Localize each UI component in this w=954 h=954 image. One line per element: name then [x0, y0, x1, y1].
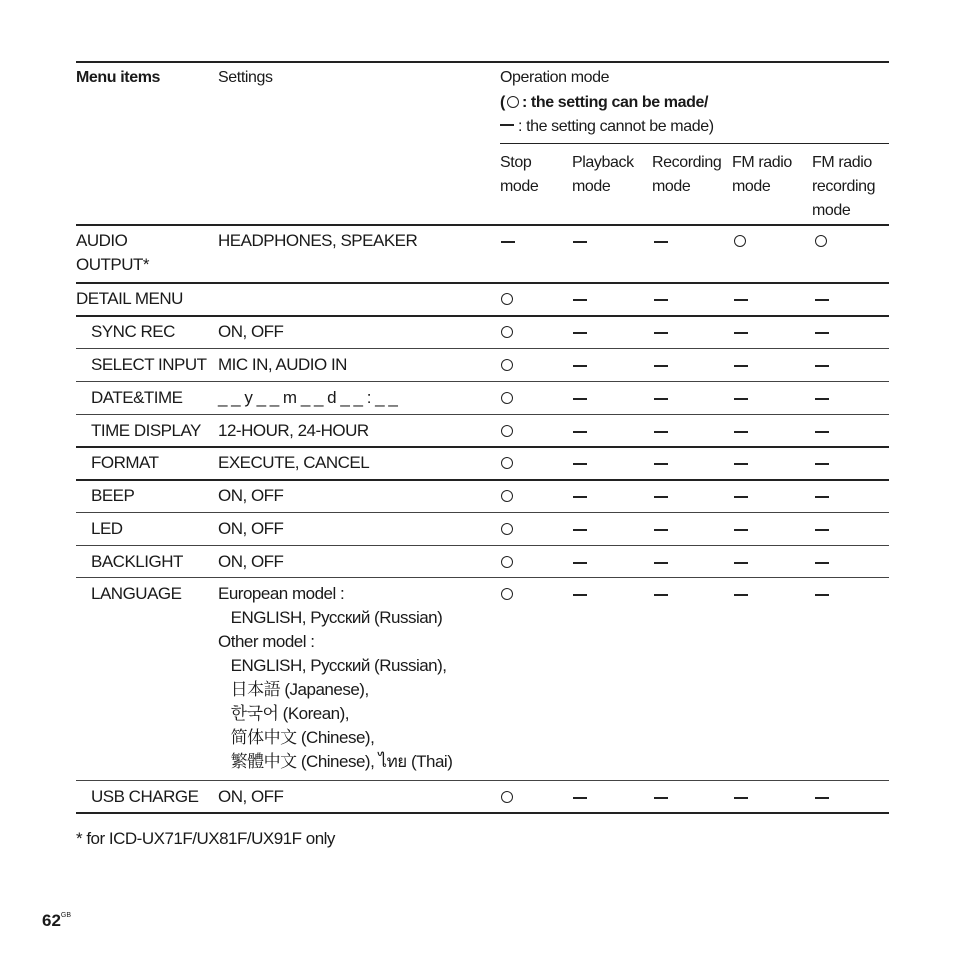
col-header-settings: Settings — [218, 69, 273, 86]
setting-not-possible-dash-icon — [815, 463, 829, 465]
setting-not-possible-dash-icon — [573, 241, 587, 243]
setting-value: MIC IN, AUDIO IN — [218, 355, 347, 374]
table-top-rule — [76, 61, 889, 63]
setting-not-possible-dash-icon — [573, 365, 587, 367]
setting-not-possible-dash-icon — [654, 332, 668, 334]
menu-item-label: LED — [91, 519, 123, 538]
setting-not-possible-dash-icon — [734, 496, 748, 498]
setting-possible-circle-icon — [501, 359, 513, 371]
setting-not-possible-dash-icon — [654, 463, 668, 465]
setting-not-possible-dash-icon — [573, 496, 587, 498]
row-divider — [76, 512, 889, 513]
setting-possible-circle-icon — [501, 326, 513, 338]
setting-not-possible-dash-icon — [501, 241, 515, 243]
mode-header-0-line2: mode — [500, 178, 539, 195]
mode-header-0-line1: Stop — [500, 154, 532, 171]
setting-not-possible-dash-icon — [573, 398, 587, 400]
col-header-operation-mode: Operation mode — [500, 69, 610, 86]
menu-item-label: LANGUAGE — [91, 584, 182, 603]
setting-not-possible-dash-icon — [573, 299, 587, 301]
setting-not-possible-dash-icon — [815, 431, 829, 433]
setting-value: European model : ENGLISH, Русский (Russian) Other model : ENGLISH, Русский (Russian), 日本語 (Japanese), 한국어 (Korean), 简体中文 (Chinese), 繁體中文 (Chinese), ไทย (Thai) — [218, 584, 453, 771]
setting-possible-circle-icon — [734, 235, 746, 247]
setting-not-possible-dash-icon — [734, 463, 748, 465]
setting-not-possible-dash-icon — [815, 365, 829, 367]
row-divider — [76, 381, 889, 382]
legend-dash-text: : the setting cannot be made) — [518, 118, 714, 135]
setting-possible-circle-icon — [501, 293, 513, 305]
setting-not-possible-dash-icon — [654, 529, 668, 531]
page-number — [42, 911, 71, 931]
row-divider — [76, 577, 889, 578]
setting-not-possible-dash-icon — [815, 332, 829, 334]
setting-not-possible-dash-icon — [573, 431, 587, 433]
setting-possible-circle-icon — [501, 457, 513, 469]
mode-header-3-line2: mode — [732, 178, 771, 195]
menu-item-label: FORMAT — [91, 453, 159, 472]
setting-possible-circle-icon — [815, 235, 827, 247]
menu-item-label: BACKLIGHT — [91, 552, 183, 571]
setting-not-possible-dash-icon — [654, 431, 668, 433]
setting-value: HEADPHONES, SPEAKER — [218, 231, 418, 250]
setting-not-possible-dash-icon — [734, 562, 748, 564]
setting-not-possible-dash-icon — [815, 496, 829, 498]
setting-not-possible-dash-icon — [734, 594, 748, 596]
mode-header-rule — [500, 143, 889, 144]
menu-item-label: SELECT INPUT — [91, 355, 207, 374]
setting-value: ON, OFF — [218, 787, 284, 806]
setting-not-possible-dash-icon — [573, 797, 587, 799]
setting-not-possible-dash-icon — [815, 562, 829, 564]
setting-not-possible-dash-icon — [734, 332, 748, 334]
mode-header-4-line2: recording — [812, 178, 876, 195]
menu-item-label: USB CHARGE — [91, 787, 199, 806]
setting-possible-circle-icon — [501, 588, 513, 600]
row-divider — [76, 315, 889, 317]
setting-not-possible-dash-icon — [573, 463, 587, 465]
row-divider — [76, 780, 889, 781]
setting-possible-circle-icon — [501, 490, 513, 502]
setting-value: ON, OFF — [218, 519, 284, 538]
row-divider — [76, 812, 889, 814]
footnote: * for ICD-UX71F/UX81F/UX91F only — [76, 829, 335, 848]
menu-item-label: TIME DISPLAY — [91, 421, 201, 440]
legend-circle-text: : the setting can be made/ — [521, 94, 709, 111]
mode-header-4 — [812, 151, 875, 223]
setting-not-possible-dash-icon — [654, 496, 668, 498]
mode-header-2-line1: Recording — [652, 154, 722, 171]
setting-not-possible-dash-icon — [734, 529, 748, 531]
setting-not-possible-dash-icon — [573, 562, 587, 564]
col-header-menu-items: Menu items — [76, 69, 161, 86]
setting-value: ON, OFF — [218, 486, 284, 505]
legend-circle-line — [500, 94, 708, 112]
setting-not-possible-dash-icon — [734, 431, 748, 433]
dash-icon — [500, 124, 514, 126]
setting-value: ON, OFF — [218, 552, 284, 571]
setting-not-possible-dash-icon — [815, 299, 829, 301]
setting-possible-circle-icon — [501, 425, 513, 437]
menu-item-label: DATE&TIME — [91, 388, 183, 407]
setting-not-possible-dash-icon — [815, 398, 829, 400]
setting-not-possible-dash-icon — [654, 365, 668, 367]
setting-not-possible-dash-icon — [815, 594, 829, 596]
setting-not-possible-dash-icon — [654, 797, 668, 799]
menu-item-label: AUDIO OUTPUT* — [76, 231, 149, 274]
row-divider — [76, 446, 889, 448]
menu-item-label: BEEP — [91, 486, 135, 505]
setting-not-possible-dash-icon — [734, 299, 748, 301]
mode-header-2-line2: mode — [652, 178, 691, 195]
setting-value: ON, OFF — [218, 322, 284, 341]
setting-not-possible-dash-icon — [573, 594, 587, 596]
setting-not-possible-dash-icon — [654, 398, 668, 400]
row-divider — [76, 545, 889, 546]
setting-not-possible-dash-icon — [654, 594, 668, 596]
setting-value: 12-HOUR, 24-HOUR — [218, 421, 369, 440]
setting-not-possible-dash-icon — [815, 529, 829, 531]
setting-not-possible-dash-icon — [654, 562, 668, 564]
header-bottom-rule — [76, 224, 889, 226]
mode-header-0 — [500, 151, 538, 199]
setting-not-possible-dash-icon — [573, 332, 587, 334]
circle-icon — [507, 96, 519, 108]
setting-possible-circle-icon — [501, 392, 513, 404]
mode-header-4-line3: mode — [812, 202, 851, 219]
mode-header-1-line1: Playback — [572, 154, 634, 171]
legend-paren: ( — [500, 94, 505, 111]
row-divider — [76, 479, 889, 481]
setting-not-possible-dash-icon — [573, 529, 587, 531]
setting-value: EXECUTE, CANCEL — [218, 453, 370, 472]
setting-possible-circle-icon — [501, 523, 513, 535]
row-divider — [76, 414, 889, 415]
setting-not-possible-dash-icon — [734, 797, 748, 799]
setting-not-possible-dash-icon — [734, 398, 748, 400]
row-divider — [76, 348, 889, 349]
page-number-value: 62 — [42, 911, 61, 930]
mode-header-1-line2: mode — [572, 178, 611, 195]
menu-item-label: DETAIL MENU — [76, 289, 183, 308]
mode-header-3 — [732, 151, 792, 199]
setting-not-possible-dash-icon — [654, 241, 668, 243]
mode-header-2 — [652, 151, 721, 199]
setting-possible-circle-icon — [501, 556, 513, 568]
setting-not-possible-dash-icon — [815, 797, 829, 799]
setting-not-possible-dash-icon — [654, 299, 668, 301]
setting-value: _ _ y _ _ m _ _ d _ _ : _ _ — [218, 388, 398, 407]
setting-not-possible-dash-icon — [734, 365, 748, 367]
mode-header-4-line1: FM radio — [812, 154, 872, 171]
menu-item-label: SYNC REC — [91, 322, 175, 341]
mode-header-3-line1: FM radio — [732, 154, 792, 171]
mode-header-1 — [572, 151, 634, 199]
page-number-suffix: GB — [60, 912, 72, 919]
setting-possible-circle-icon — [501, 791, 513, 803]
row-divider — [76, 282, 889, 284]
legend-dash-line — [500, 118, 714, 136]
